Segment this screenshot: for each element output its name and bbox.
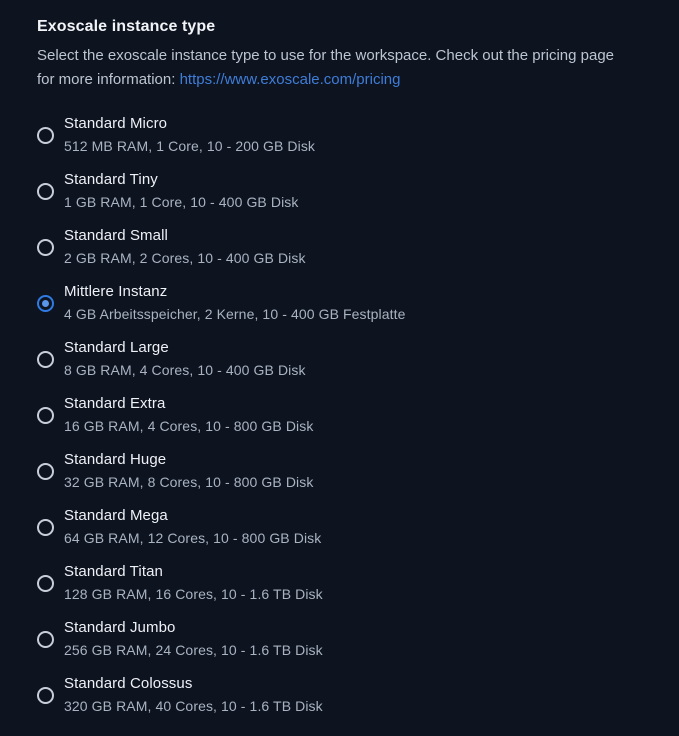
option-texts — [64, 504, 321, 550]
option-texts — [64, 336, 306, 382]
option-description: 320 GB RAM, 40 Cores, 10 - 1.6 TB Disk — [64, 698, 323, 714]
radio-button[interactable] — [37, 183, 54, 200]
option-label: Standard Titan — [64, 563, 163, 580]
radio-button[interactable] — [37, 407, 54, 424]
instance-type-option[interactable] — [37, 392, 642, 438]
instance-type-option[interactable] — [37, 336, 642, 382]
radio-button[interactable] — [37, 519, 54, 536]
option-description: 8 GB RAM, 4 Cores, 10 - 400 GB Disk — [64, 362, 306, 378]
option-description: 32 GB RAM, 8 Cores, 10 - 800 GB Disk — [64, 474, 314, 490]
option-label: Standard Micro — [64, 115, 168, 132]
option-texts — [64, 224, 306, 270]
instance-type-option[interactable] — [37, 280, 642, 326]
instance-type-radiogroup — [37, 112, 642, 718]
option-label: Standard Jumbo — [64, 619, 176, 636]
instance-type-option[interactable] — [37, 560, 642, 606]
option-label: Standard Huge — [64, 451, 167, 468]
pricing-link[interactable]: https://www.exoscale.com/pricing — [179, 71, 401, 88]
radio-button[interactable] — [37, 127, 54, 144]
option-texts — [64, 392, 313, 438]
instance-type-option[interactable] — [37, 168, 642, 214]
option-texts — [64, 112, 315, 158]
radio-button[interactable] — [37, 687, 54, 704]
description-line-2: for more information: — [37, 71, 180, 88]
option-description: 16 GB RAM, 4 Cores, 10 - 800 GB Disk — [64, 418, 314, 434]
option-label: Standard Large — [64, 339, 169, 356]
option-description: 128 GB RAM, 16 Cores, 10 - 1.6 TB Disk — [64, 586, 323, 602]
option-texts — [64, 672, 323, 718]
option-description: 512 MB RAM, 1 Core, 10 - 200 GB Disk — [64, 138, 316, 154]
radio-button[interactable] — [37, 295, 54, 312]
option-description: 64 GB RAM, 12 Cores, 10 - 800 GB Disk — [64, 530, 322, 546]
option-label: Standard Tiny — [64, 171, 158, 188]
option-texts — [64, 616, 323, 662]
option-texts — [64, 448, 313, 494]
radio-dot — [42, 300, 49, 307]
description-line-1: Select the exoscale instance type to use for the workspace. Check out the pricing page — [37, 47, 615, 64]
option-label: Mittlere Instanz — [64, 283, 168, 300]
option-texts — [64, 168, 298, 214]
instance-type-option[interactable] — [37, 112, 642, 158]
form-description — [37, 44, 642, 92]
option-label: Standard Mega — [64, 507, 168, 524]
option-label: Standard Small — [64, 227, 168, 244]
page-title: Exoscale instance type — [37, 18, 216, 35]
instance-type-option[interactable] — [37, 448, 642, 494]
instance-type-option[interactable] — [37, 616, 642, 662]
option-description: 256 GB RAM, 24 Cores, 10 - 1.6 TB Disk — [64, 642, 323, 658]
instance-type-option[interactable] — [37, 504, 642, 550]
option-label: Standard Colossus — [64, 675, 193, 692]
option-texts — [64, 560, 323, 606]
radio-button[interactable] — [37, 463, 54, 480]
radio-button[interactable] — [37, 239, 54, 256]
option-description: 4 GB Arbeitsspeicher, 2 Kerne, 10 - 400 GB Festplatte — [64, 306, 406, 322]
option-description: 2 GB RAM, 2 Cores, 10 - 400 GB Disk — [64, 250, 306, 266]
instance-type-option[interactable] — [37, 224, 642, 270]
option-texts — [64, 280, 405, 326]
option-label: Standard Extra — [64, 395, 166, 412]
radio-button[interactable] — [37, 575, 54, 592]
instance-type-option[interactable] — [37, 672, 642, 718]
option-description: 1 GB RAM, 1 Core, 10 - 400 GB Disk — [64, 194, 299, 210]
radio-button[interactable] — [37, 631, 54, 648]
radio-button[interactable] — [37, 351, 54, 368]
